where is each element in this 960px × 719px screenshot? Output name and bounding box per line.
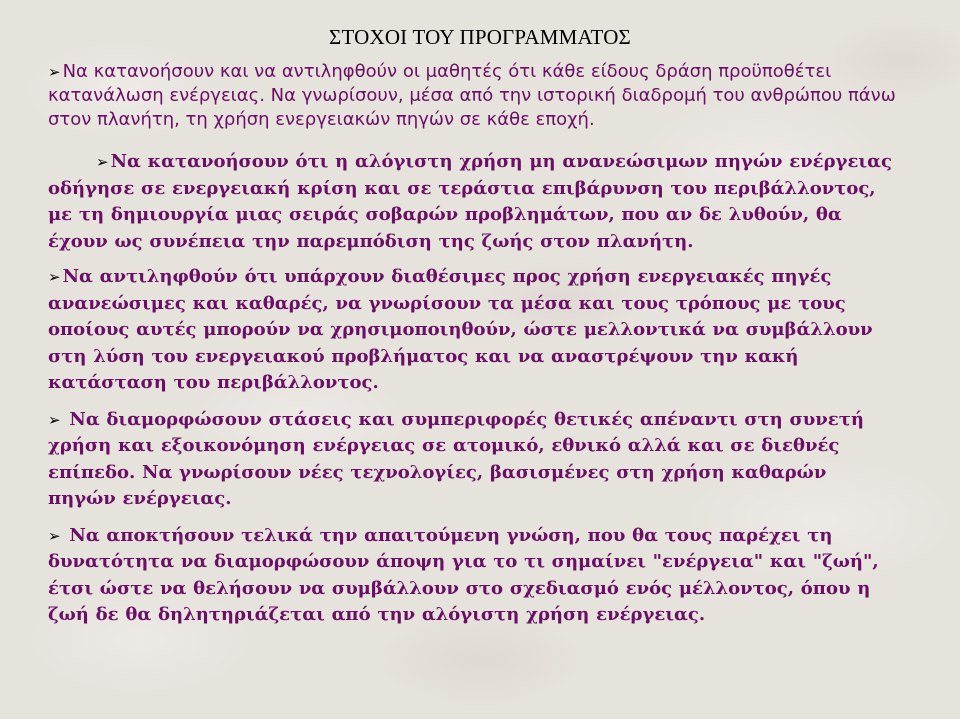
arrowhead-bullet-icon: ➢ (48, 526, 61, 545)
objective-item (48, 523, 900, 629)
arrowhead-bullet-icon: ➢ (96, 153, 109, 171)
objective-item (48, 407, 900, 513)
objective-item (48, 149, 900, 255)
objectives-list (48, 60, 900, 629)
objective-text: Να αντιληφθούν ότι υπάρχουν διαθέσιμες προς χρήση ενεργειακές πηγές ανανεώσιμες και καθαρές, να γνωρίσουν τα μέσα και τους τρόπους με τους οποίους αυτές μπορούν να χρησιμοποιηθούν, ώστε μελλοντικά να συμβάλλουν στη λύση του ενεργειακού προβλήματος και να αναστρέψουν την κακή κατάσταση του περιβάλλοντος. (48, 266, 873, 393)
objective-text: Να κατανοήσουν ότι η αλόγιστη χρήση μη ανανεώσιμων πηγών ενέργειας οδήγησε σε ενεργειακή κρίση και σε τεράστια επιβάρυνση του περιβάλλοντος, με τη δημιουργία μιας σειράς σοβαρών προβλημάτων, που αν δε λυθούν, θα έχουν ως συνέπεια την παρεμπόδιση της ζωής στον πλανήτη. (48, 151, 892, 252)
objective-text: Να διαμορφώσουν στάσεις και συμπεριφορές θετικές απέναντι στη συνετή χρήση και εξοικονόμηση ενέργειας σε ατομικό, εθνικό αλλά και σε διεθνές επίπεδο. Να γνωρίσουν νέες τεχνολογίες, βασισμένες στη χρήση καθαρών πηγών ενέργειας. (48, 408, 864, 509)
arrowhead-bullet-icon: ➢ (48, 268, 61, 286)
objective-text: Να κατανοήσουν και να αντιληφθούν οι μαθητές ότι κάθε είδους δράση προϋποθέτει κατανάλωση ενέργειας. Να γνωρίσουν, μέσα από την ιστορική διαδρομή του ανθρώπου πάνω στον πλανήτη, τη χρήση ενεργειακών πηγών σε κάθε εποχή. (48, 61, 896, 130)
objective-text: Να αποκτήσουν τελικά την απαιτούμενη γνώση, που θα τους παρέχει τη δυνατότητα να διαμορφώσουν άποψη για το τι σημαίνει "ενέργεια" και "ζωή", έτσι ώστε να θελήσουν να συμβάλλουν στο σχεδιασμό ενός μέλλοντος, όπου η ζωή δε θα δηλητηριάζεται από την αλόγιστη χρήση ενέργειας. (48, 524, 879, 625)
page-title: ΣΤΟΧΟΙ ΤΟΥ ΠΡΟΓΡΑΜΜΑΤΟΣ (329, 25, 631, 49)
arrowhead-bullet-icon: ➢ (48, 63, 61, 81)
arrowhead-bullet-icon: ➢ (48, 410, 61, 429)
objective-item (48, 60, 900, 132)
objective-item (48, 264, 900, 397)
